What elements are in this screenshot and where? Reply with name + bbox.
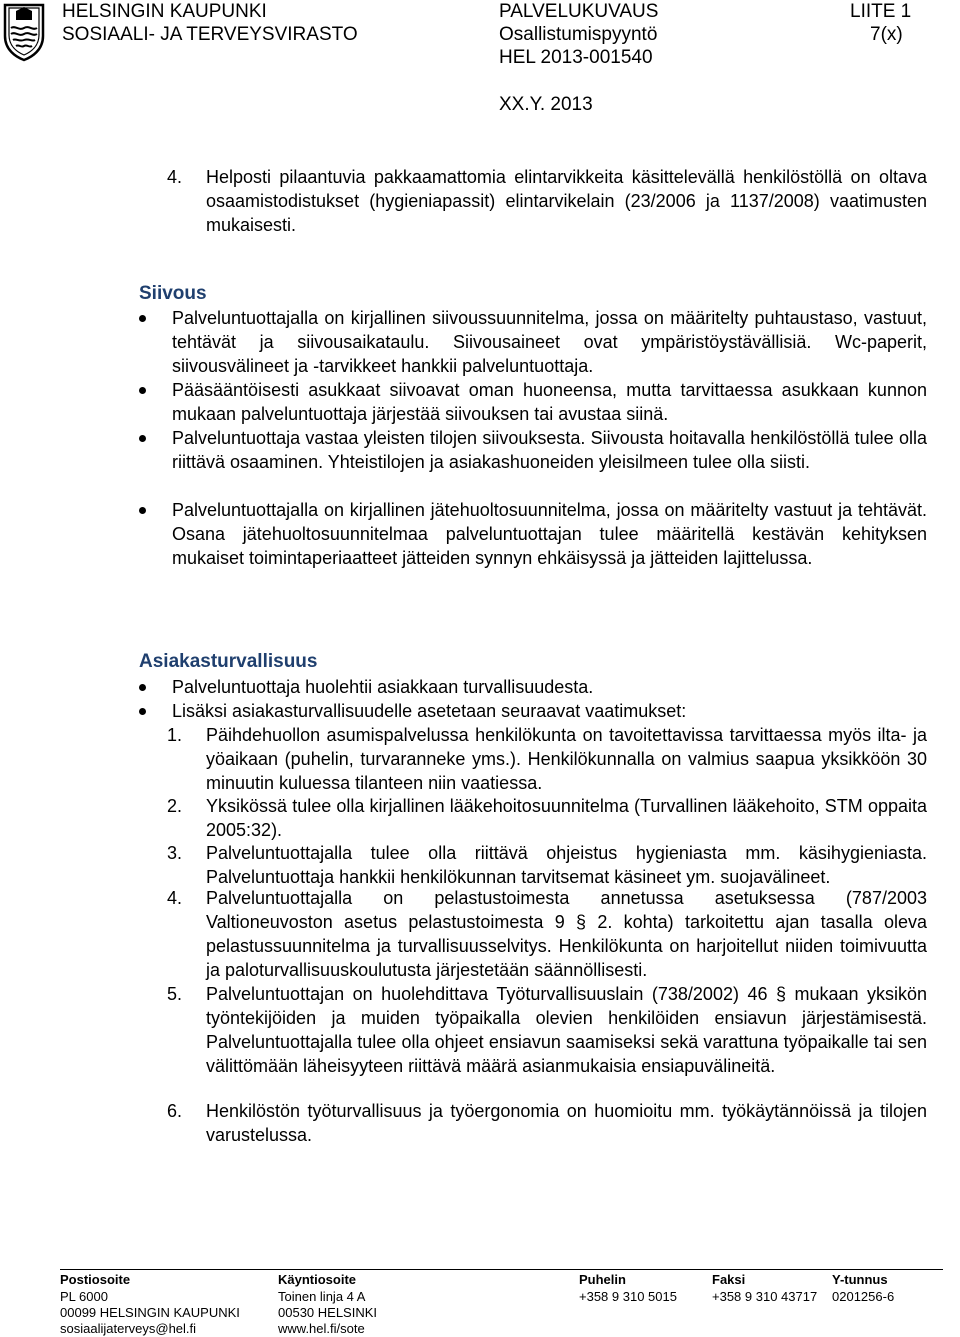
list-item	[139, 426, 927, 498]
list-item	[139, 498, 927, 594]
footer-visit-line: Toinen linja 4 A	[278, 1289, 366, 1304]
list-item-text: Helposti pilaantuvia pakkaamattomia elintarvikkeita käsittelevällä henkilöstöllä on oltava osaamistodistukset (hygieniapassit) elintarvikelain (23/2006 ja 1137/2008) vaatimusten mukaisesti.	[206, 167, 927, 235]
section-heading-siivous: Siivous	[139, 283, 207, 304]
bullet-icon	[139, 684, 146, 691]
bullet-text: Palveluntuottaja vastaa yleisten tilojen siivouksesta. Siivousta hoitavalla henkilöstöllä tulee olla riittävä osaaminen. Yhteistilojen ja asiakashuoneiden yleisilmeen tulee olla siisti.	[172, 428, 927, 472]
footer-phone-value: +358 9 310 5015	[579, 1289, 677, 1304]
requirement-item	[167, 1099, 927, 1147]
list-item	[139, 699, 927, 723]
list-item-text: Päihdehuollon asumispalvelussa henkilökunta on tavoitettavissa tarvittaessa myös ilta- ja yöaikaan (puhelin, turvaranneke yms.). Henkilökunnalla on valmius saapua yksikköön 30 minuutin kuluessa tilanteen niin vaatiessa.	[206, 725, 927, 793]
footer-postal-line: PL 6000	[60, 1289, 108, 1304]
footer-ytunnus-value: 0201256-6	[832, 1289, 895, 1304]
list-item-text: Henkilöstön työturvallisuus ja työergonomia on huomioitu mm. työkäytännöissä ja tilojen varustelussa.	[206, 1101, 927, 1145]
section-heading-asiakasturvallisuus: Asiakasturvallisuus	[139, 651, 318, 672]
bullet-text: Palveluntuottajalla on kirjallinen jätehuoltosuunnitelma, jossa on määritelty vastuut ja tehtävät. Osana jätehuoltosuunnitelmaa palveluntuottajan tulee määritellä kestävän kehityksen mukaiset toimintaperiaatteet jätteiden synnyn ehkäisyssä ja jätteiden lajittelussa.	[172, 500, 927, 568]
document-type: PALVELUKUVAUS	[499, 1, 659, 22]
requirement-item	[167, 982, 927, 1102]
footer-visit-label: Käyntiosoite	[278, 1272, 357, 1287]
list-item-text: Palveluntuottajalla tulee olla riittävä ohjeistus hygieniasta mm. käsihygieniasta. Palveluntuottaja hankkii henkilökunnan tarvitsemat käsineet ym. suojavälineet.	[206, 843, 927, 887]
bullet-icon	[139, 435, 146, 442]
list-item	[139, 675, 927, 699]
list-item-number: 5.	[167, 984, 183, 1004]
list-item-text: Palveluntuottajalla on pelastustoimesta annetussa asetuksessa (787/2003 Valtioneuvoston asetus pelastustoimesta 9 § 2. kohta) tarkoitettu ajan tasalla oleva pelastussuunnitelma ja turvallisuusselvitys. Henkilökunta on harjoitellut niiden toimivuutta ja paloturvallisuuskoulutusta järjestetään säännöllisesti.	[206, 888, 927, 980]
list-item	[139, 306, 927, 378]
list-item-number: 2.	[167, 796, 183, 816]
requirement-item	[167, 794, 927, 842]
bullet-text: Palveluntuottaja huolehtii asiakkaan turvallisuudesta.	[172, 677, 594, 697]
bullet-icon	[139, 315, 146, 322]
footer-ytunnus-label: Y-tunnus	[832, 1272, 888, 1287]
requirement-item	[167, 723, 927, 795]
list-item-number: 6.	[167, 1101, 183, 1121]
footer-fax-label: Faksi	[712, 1272, 746, 1287]
footer-visit-line: 00530 HELSINKI	[278, 1305, 378, 1320]
list-item-text: Palveluntuottajan on huolehdittava Työturvallisuuslain (738/2002) 46 § mukaan yksikön työntekijöiden ja muiden työpaikalla olevien henkilöiden ensiavun järjestämisestä. Palveluntuottajalla tulee olla ohjeet ensiavun saamiseksi sekä varattuna työpaikalle tai sen välittömään läheisyyteen riittävä määrä asianmukaisia ensiapuvälineitä.	[206, 984, 927, 1076]
organization-name: HELSINGIN KAUPUNKI	[62, 1, 267, 22]
page-number: 7(x)	[870, 24, 903, 45]
document-reference: HEL 2013-001540	[499, 47, 653, 68]
bullet-icon	[139, 507, 146, 514]
footer-divider	[60, 1269, 943, 1270]
list-item-number: 1.	[167, 725, 183, 745]
footer-website: www.hel.fi/sote	[278, 1321, 365, 1336]
bullet-icon	[139, 708, 146, 715]
list-item-number: 3.	[167, 843, 183, 863]
footer-email: sosiaalijaterveys@hel.fi	[60, 1321, 197, 1336]
document-date: XX.Y. 2013	[499, 94, 593, 115]
bullet-text: Pääsääntöisesti asukkaat siivoavat oman huoneensa, mutta tarvittaessa asukkaan kunnon mukaan palveluntuottaja järjestää siivouksen tai avustaa siinä.	[172, 380, 927, 424]
footer-postal-line: 00099 HELSINGIN KAUPUNKI	[60, 1305, 240, 1320]
requirement-item	[167, 886, 927, 982]
bullet-text: Lisäksi asiakasturvallisuudelle asetetaan seuraavat vaatimukset:	[172, 701, 687, 721]
footer-postal-label: Postiosoite	[60, 1272, 131, 1287]
list-item-text: Yksikössä tulee olla kirjallinen lääkehoitosuunnitelma (Turvallinen lääkehoito, STM oppaita 2005:32).	[206, 796, 927, 840]
intro-list-item	[167, 165, 927, 237]
bullet-text: Palveluntuottajalla on kirjallinen siivoussuunnitelma, jossa on määritelty puhtaustaso, vastuut, tehtävät ja siivousaikataulu. Siivousaineet ovat ympäristöystävällisiä. Wc-paperit, siivousvälineet ja -tarvikkeet hankkii palveluntuottaja.	[172, 308, 927, 376]
footer-phone-label: Puhelin	[579, 1272, 626, 1287]
attachment-label: LIITE 1	[850, 1, 912, 22]
list-item-number: 4.	[167, 888, 183, 908]
list-item	[139, 378, 927, 426]
helsinki-crest-logo	[2, 2, 46, 62]
department-name: SOSIAALI- JA TERVEYSVIRASTO	[62, 24, 358, 45]
document-subtype: Osallistumispyyntö	[499, 24, 658, 45]
list-item-number: 4.	[167, 167, 183, 187]
requirement-item	[167, 841, 927, 889]
bullet-icon	[139, 387, 146, 394]
footer-fax-value: +358 9 310 43717	[712, 1289, 818, 1304]
